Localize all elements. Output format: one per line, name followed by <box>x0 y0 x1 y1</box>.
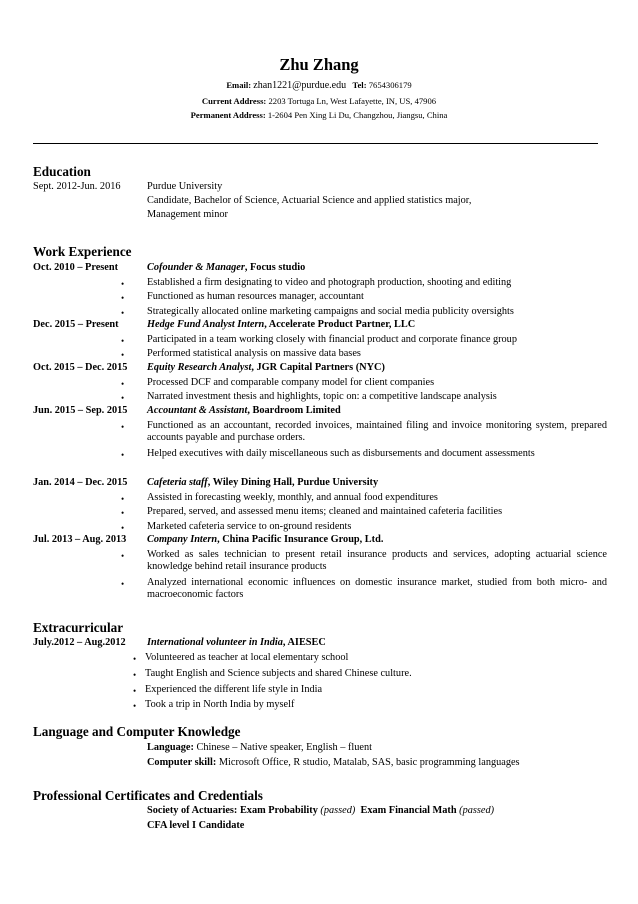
language-line <box>147 742 372 754</box>
permanent-address-value: 1-2604 Pen Xing Li Du, Changzhou, Jiangsu, China <box>267 110 448 120</box>
bullet-icon: • <box>121 523 125 533</box>
bullet-icon: • <box>121 379 125 389</box>
resume-name: Zhu Zhang <box>279 55 359 74</box>
job-org: China Pacific Insurance Group, Ltd. <box>222 534 384 545</box>
job-date: Jan. 2014 – Dec. 2015 <box>33 477 128 488</box>
job-title: Equity Research Analyst, JGR Capital Partners (NYC) <box>147 362 385 373</box>
extra-org: AIESEC <box>287 637 326 648</box>
bullet-icon: • <box>133 654 137 664</box>
job-bullet: Helped executives with daily miscellaneous such as disbursements and document assessments <box>147 448 535 459</box>
bullet-icon: • <box>133 686 137 696</box>
cfa-line: CFA level I Candidate <box>147 820 245 831</box>
extra-role: International volunteer in India <box>147 637 283 648</box>
job-org: Accelerate Product Partner, LLC <box>268 319 416 330</box>
job-org: Wiley Dining Hall, Purdue University <box>212 477 379 488</box>
bullet-icon: • <box>133 701 137 711</box>
bullet-icon: • <box>121 279 125 289</box>
job-bullet: Worked as sales technician to present retail insurance products and services, adopting actuarial science knowledge behind retail insurance products <box>147 549 607 572</box>
job-bullet: Marketed cafeteria service to on-ground residents <box>147 521 352 532</box>
bullet-icon: • <box>121 308 125 318</box>
job-bullet: Established a firm designating to video and photograph production, shooting and editing <box>147 277 512 288</box>
job-role: Hedge Fund Analyst Intern <box>147 319 265 330</box>
email-label: Email: <box>226 80 252 90</box>
job-bullet: Narrated investment thesis and highlights, topic on: a competitive landscape analysis <box>147 391 497 402</box>
current-address-value: 2203 Tortuga Ln, West Lafayette, IN, US, 47906 <box>268 96 437 106</box>
job-title: Cafeteria staff, Wiley Dining Hall, Purdue University <box>147 477 379 488</box>
bullet-icon: • <box>121 336 125 346</box>
language-label: Language: <box>147 742 194 753</box>
job-date: Jun. 2015 – Sep. 2015 <box>33 405 128 416</box>
extra-bullet: Took a trip in North India by myself <box>145 699 295 710</box>
job-role: Equity Research Analyst <box>147 362 252 373</box>
section-title-work: Work Experience <box>33 244 132 259</box>
header-divider <box>33 143 598 144</box>
job-org: Focus studio <box>250 262 306 273</box>
job-title: Cofounder & Manager, Focus studio <box>147 262 306 273</box>
job-bullet: Functioned as an accountant, recorded invoices, maintained filing and invoice monitoring system, prepared accounts payable and purchase orders. <box>147 420 607 443</box>
bullet-icon: • <box>121 393 125 403</box>
education-degree: Candidate, Bachelor of Science, Actuarial Science and applied statistics major, <box>147 195 472 206</box>
exam-probability: Exam Probability <box>239 805 318 816</box>
job-title: Hedge Fund Analyst Intern, Accelerate Product Partner, LLC <box>147 319 416 330</box>
extra-title: International volunteer in India, AIESEC <box>147 637 326 648</box>
bullet-icon: • <box>121 579 125 589</box>
language-value: Chinese – Native speaker, English – fluent <box>196 742 372 753</box>
job-role: Accountant & Assistant <box>147 405 248 416</box>
bullet-icon: • <box>121 450 125 460</box>
bullet-icon: • <box>121 293 125 303</box>
section-title-certificates: Professional Certificates and Credentials <box>33 788 263 803</box>
bullet-icon: • <box>121 422 125 432</box>
job-org: JGR Capital Partners (NYC) <box>256 362 385 373</box>
tel-label: Tel: <box>352 80 367 90</box>
extra-bullet: Volunteered as teacher at local elementary school <box>145 652 349 663</box>
exam-financial-math: Exam Financial Math <box>360 805 457 816</box>
computer-skill-label: Computer skill: <box>147 757 217 768</box>
job-date: Oct. 2010 – Present <box>33 262 119 273</box>
job-bullet: Prepared, served, and assessed menu items; cleaned and maintained cafeteria facilities <box>147 506 503 517</box>
job-role: Cafeteria staff <box>147 477 208 488</box>
job-bullet: Analyzed international economic influences on domestic insurance market, studied from both micro- and macroeconomic factors <box>147 577 607 600</box>
extra-bullet: Taught English and Science subjects and shared Chinese culture. <box>145 668 412 679</box>
current-address-label: Current Address: <box>201 96 267 106</box>
education-date: Sept. 2012-Jun. 2016 <box>33 181 121 192</box>
job-date: Jul. 2013 – Aug. 2013 <box>33 534 127 545</box>
job-role: Company Intern <box>147 534 218 545</box>
computer-skill-value: Microsoft Office, R studio, Matalab, SAS, basic programming languages <box>218 757 520 768</box>
job-title: Accountant & Assistant, Boardroom Limited <box>147 405 341 416</box>
email-value: zhan1221@purdue.edu <box>253 80 347 91</box>
job-date: Oct. 2015 – Dec. 2015 <box>33 362 128 373</box>
job-bullet: Processed DCF and comparable company model for client companies <box>147 377 435 388</box>
job-title: Company Intern, China Pacific Insurance Group, Ltd. <box>147 534 384 545</box>
job-bullet: Strategically allocated online marketing campaigns and social media publicity oversights <box>147 306 514 317</box>
bullet-icon: • <box>121 508 125 518</box>
job-role: Cofounder & Manager <box>147 262 245 273</box>
exam-probability-status: (passed) <box>320 805 356 816</box>
education-minor: Management minor <box>147 209 228 220</box>
computer-skill-line <box>147 757 520 769</box>
job-bullet: Performed statistical analysis on massive data bases <box>147 348 361 359</box>
section-title-education: Education <box>33 164 91 179</box>
job-bullet: Functioned as human resources manager, accountant <box>147 291 364 302</box>
bullet-icon: • <box>133 670 137 680</box>
extra-date: July.2012 – Aug.2012 <box>33 637 126 648</box>
contact-email-line <box>0 80 638 91</box>
job-org: Boardroom Limited <box>252 405 341 416</box>
exam-financial-math-status: (passed) <box>459 805 495 816</box>
bullet-icon: • <box>121 494 125 504</box>
soa-line <box>147 805 494 817</box>
current-address-line <box>0 96 638 106</box>
job-date: Dec. 2015 – Present <box>33 319 119 330</box>
job-bullet: Participated in a team working closely with financial product and corporate finance group <box>147 334 517 345</box>
education-school: Purdue University <box>147 181 223 192</box>
soa-label: Society of Actuaries: <box>147 805 238 816</box>
permanent-address-line <box>0 110 638 120</box>
permanent-address-label: Permanent Address: <box>190 110 266 120</box>
extra-bullet: Experienced the different life style in India <box>145 684 323 695</box>
bullet-icon: • <box>121 350 125 360</box>
job-bullet: Assisted in forecasting weekly, monthly, and annual food expenditures <box>147 492 438 503</box>
tel-value: 7654306179 <box>368 80 412 90</box>
section-title-extracurricular: Extracurricular <box>33 620 124 635</box>
section-title-language: Language and Computer Knowledge <box>33 724 241 739</box>
bullet-icon: • <box>121 551 125 561</box>
